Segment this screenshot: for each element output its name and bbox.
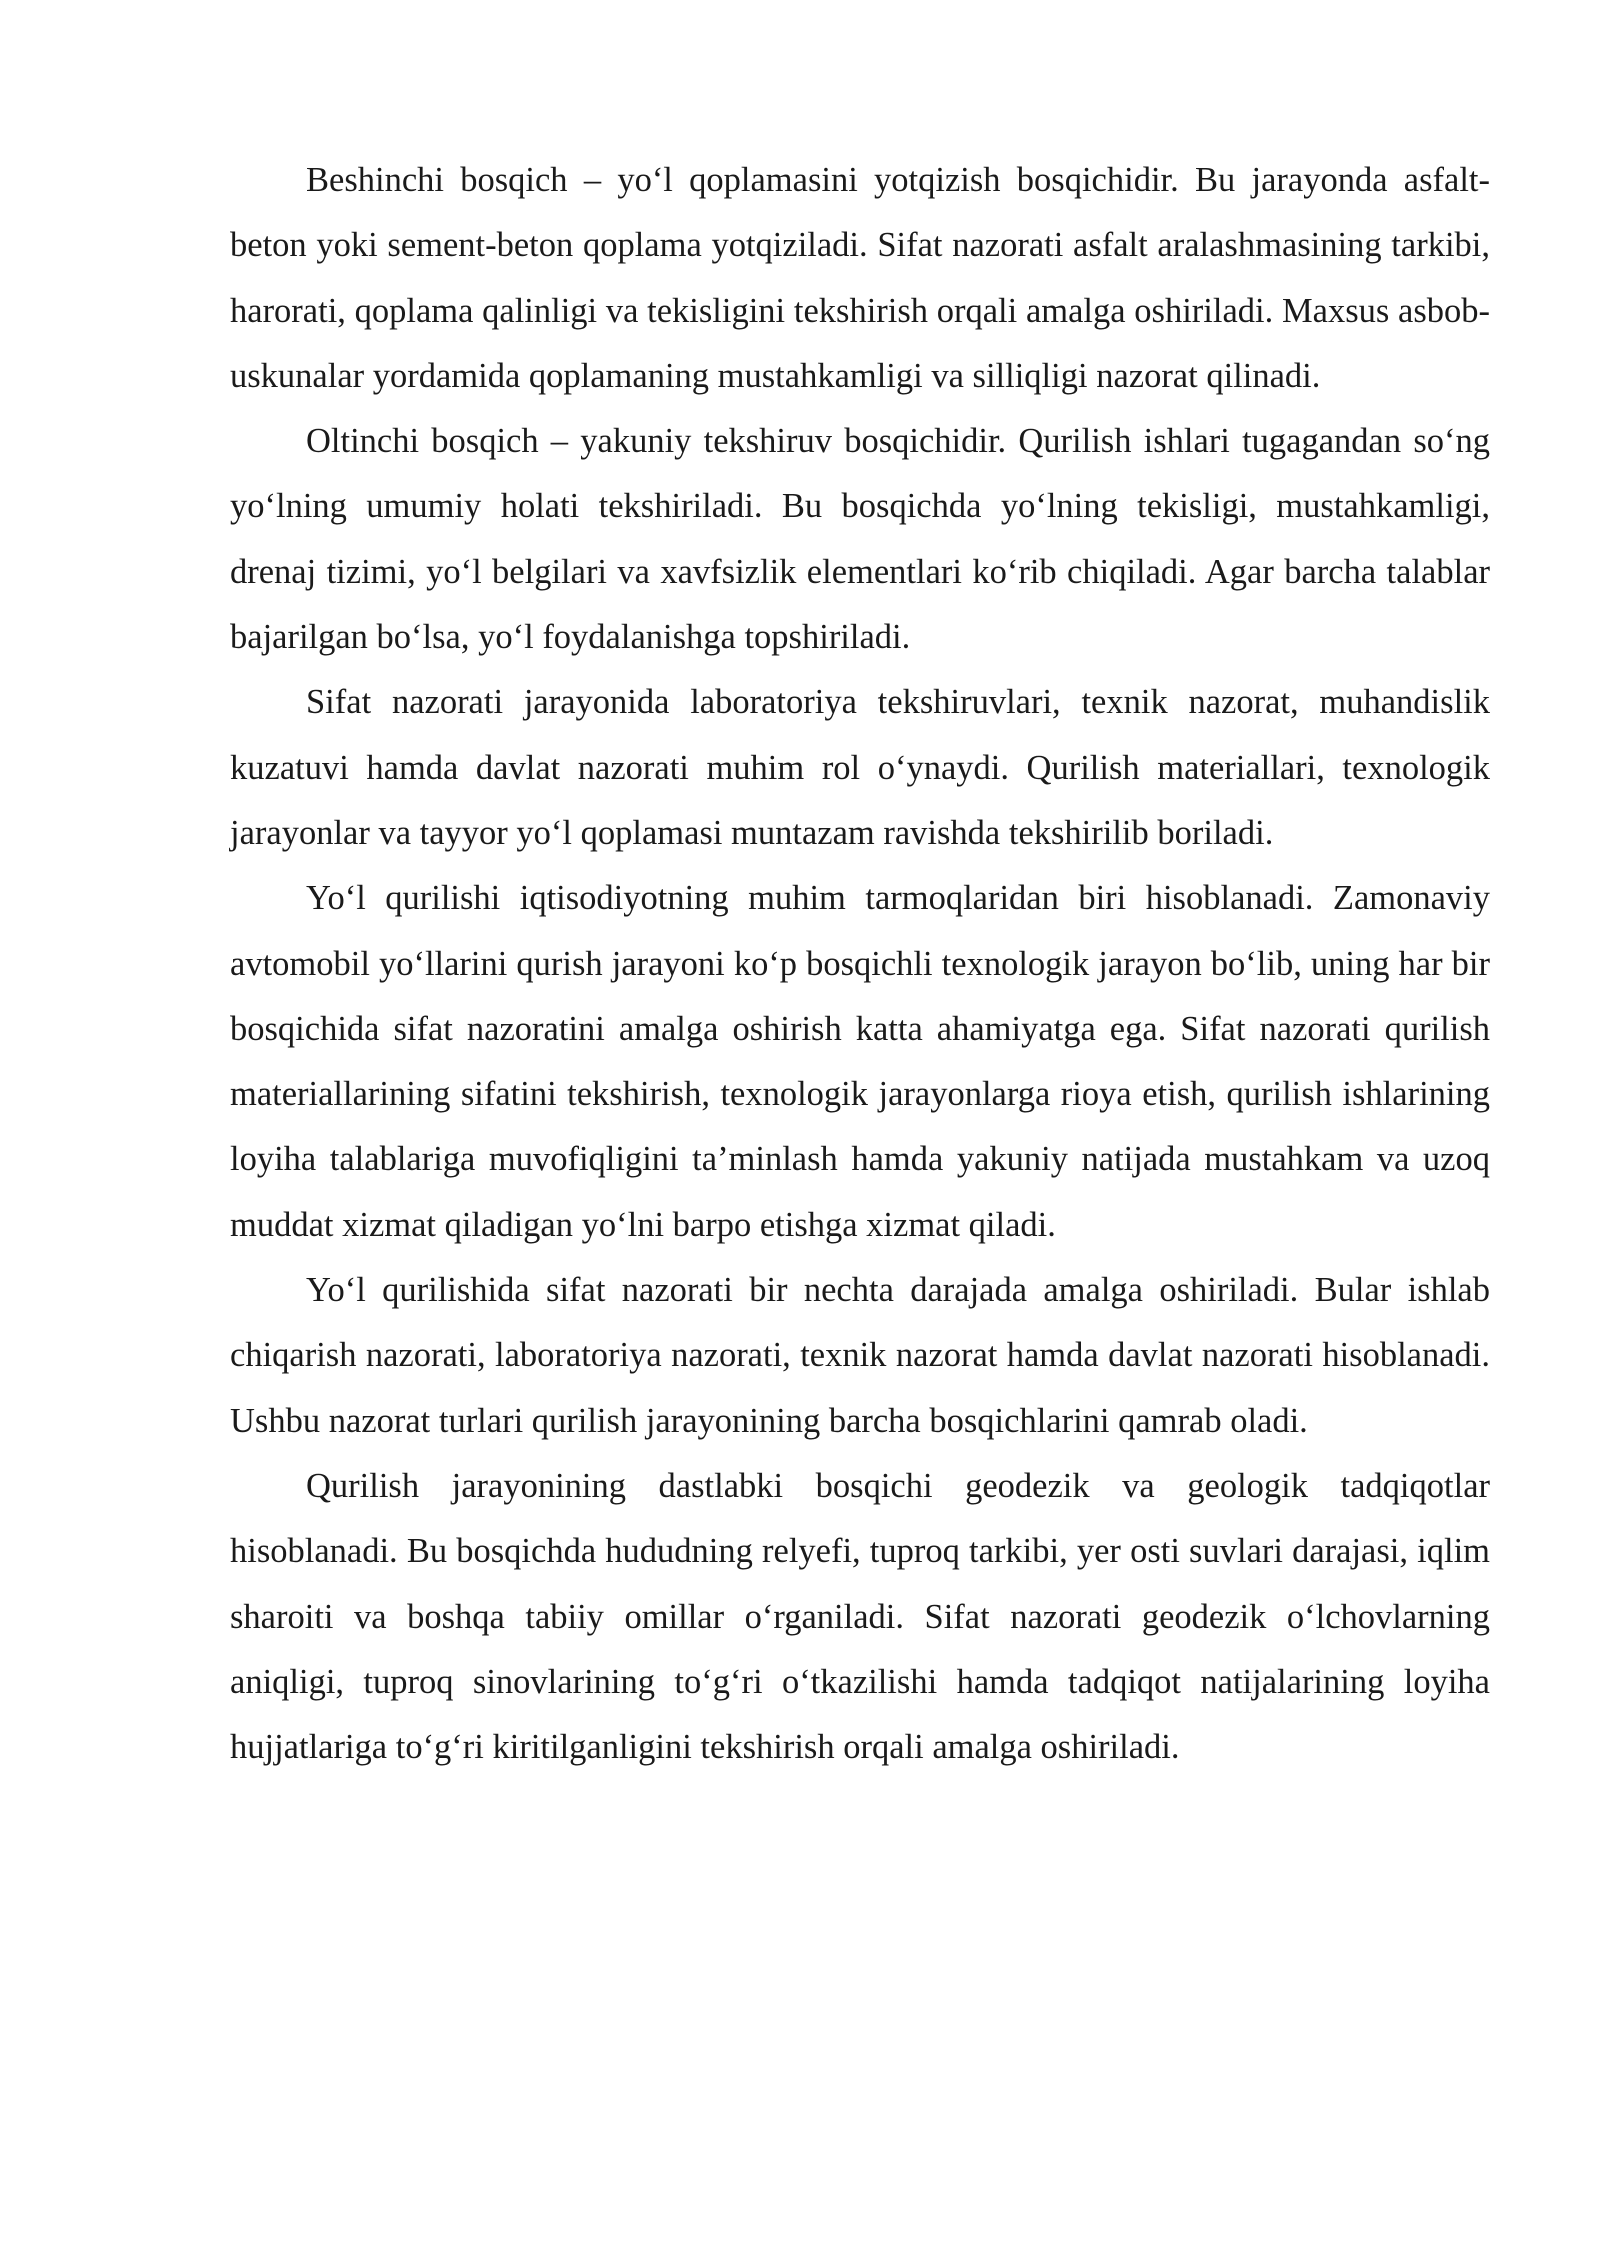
document-body [230, 148, 1490, 1780]
paragraph-6: Qurilish jarayonining dastlabki bosqichi geodezik va geologik tadqiqotlar hisoblanadi. Bu bosqichda hududning relyefi, tuproq tarkibi, yer osti suvlari darajasi, iqlim sharoiti va boshqa tabiiy omillar o‘rganiladi. Sifat nazorati geodezik o‘lchovlarning aniqligi, tuproq sinovlarining to‘g‘ri o‘tkazilishi hamda tadqiqot natijalarining loyiha hujjatlariga to‘g‘ri kiritilganligini tekshirish orqali amalga oshiriladi. [230, 1466, 1490, 1767]
paragraph-2: Oltinchi bosqich – yakuniy tekshiruv bosqichidir. Qurilish ishlari tugagandan so‘ng yo‘lning umumiy holati tekshiriladi. Bu bosqichda yo‘lning tekisligi, mustahkamligi, drenaj tizimi, yo‘l belgilari va xavfsizlik elementlari ko‘rib chiqiladi. Agar barcha talablar bajarilgan bo‘lsa, yo‘l foydalanishga topshiriladi. [230, 422, 1490, 657]
paragraph-5: Yo‘l qurilishida sifat nazorati bir nechta darajada amalga oshiriladi. Bular ishlab chiqarish nazorati, laboratoriya nazorati, texnik nazorat hamda davlat nazorati hisoblanadi. Ushbu nazorat turlari qurilish jarayonining barcha bosqichlarini qamrab oladi. [230, 1271, 1490, 1440]
paragraph-3: Sifat nazorati jarayonida laboratoriya tekshiruvlari, texnik nazorat, muhandislik kuzatuvi hamda davlat nazorati muhim rol o‘ynaydi. Qurilish materiallari, texnologik jarayonlar va tayyor yo‘l qoplamasi muntazam ravishda tekshirilib boriladi. [230, 683, 1490, 852]
paragraph-4: Yo‘l qurilishi iqtisodiyotning muhim tarmoqlaridan biri hisoblanadi. Zamonaviy avtomobil yo‘llarini qurish jarayoni ko‘p bosqichli texnologik jarayon bo‘lib, uning har bir bosqichida sifat nazoratini amalga oshirish katta ahamiyatga ega. Sifat nazorati qurilish materiallarining sifatini tekshirish, texnologik jarayonlarga rioya etish, qurilish ishlarining loyiha talablariga muvofiqligini ta’minlash hamda yakuniy natijada mustahkam va uzoq muddat xizmat qiladigan yo‘lni barpo etishga xizmat qiladi. [230, 879, 1490, 1244]
paragraph-1: Beshinchi bosqich – yo‘l qoplamasini yotqizish bosqichidir. Bu jarayonda asfalt-beton yoki sement-beton qoplama yotqiziladi. Sifat nazorati asfalt aralashmasining tarkibi, harorati, qoplama qalinligi va tekisligini tekshirish orqali amalga oshiriladi. Maxsus asbob-uskunalar yordamida qoplamaning mustahkamligi va silliqligi nazorat qilinadi. [230, 161, 1490, 395]
